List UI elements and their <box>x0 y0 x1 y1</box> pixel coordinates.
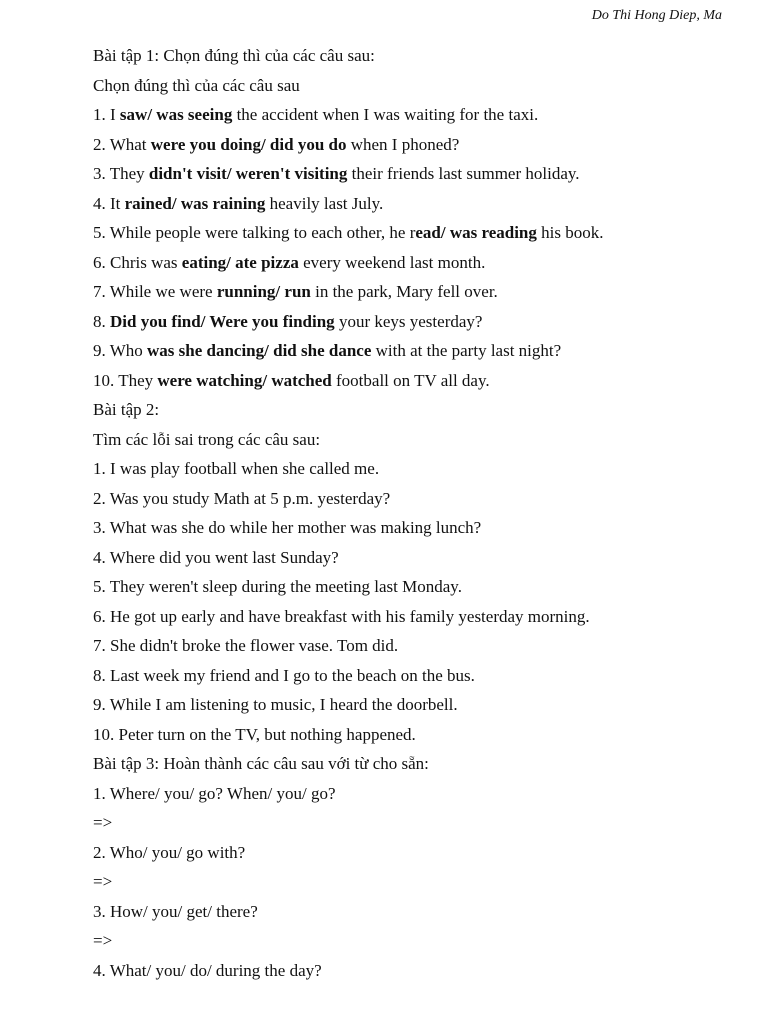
document-line <box>93 897 728 927</box>
document-line <box>93 808 728 838</box>
document-line <box>93 543 728 573</box>
line-text: 3. What was she do while her mother was making lunch? <box>93 518 482 537</box>
line-text: 4. What/ you/ do/ during the day? <box>93 960 322 980</box>
document-line <box>93 749 728 779</box>
bold-option-text: was she dancing/ did she dance <box>147 341 372 360</box>
bold-option-text: ead/ was reading <box>415 223 537 242</box>
line-text: when I phoned? <box>346 134 460 154</box>
line-text: Tìm các lỗi sai trong các câu sau: <box>93 429 321 449</box>
line-text: 10. Peter turn on the TV, but nothing happened. <box>93 724 416 744</box>
line-text: 4. Where did you went last Sunday? <box>93 547 339 567</box>
bold-option-text: eating/ ate pizza <box>181 252 299 272</box>
document-line <box>93 100 728 130</box>
bold-option-text: rained/ was raining <box>124 193 266 213</box>
document-line <box>93 248 728 278</box>
document-line <box>93 454 728 484</box>
line-text: 3. How/ you/ get/ there? <box>93 901 258 921</box>
line-text: 1. Where/ you/ go? When/ you/ go? <box>93 783 336 803</box>
line-text: Bài tập 3: Hoàn thành các câu sau với từ cho sẵn: <box>93 754 429 773</box>
line-text: Bài tập 1: Chọn đúng thì của các câu sau: <box>93 46 375 65</box>
document-line <box>93 572 728 602</box>
line-text: his book. <box>536 223 604 242</box>
line-text: => <box>93 872 113 891</box>
document-line <box>93 513 728 543</box>
document-line <box>93 690 728 720</box>
document-line <box>93 218 728 248</box>
header-author: Do Thi Hong Diep, Ma <box>591 8 722 23</box>
document-line <box>93 720 728 750</box>
bold-option-text: were you doing/ did you do <box>150 134 347 154</box>
document-line <box>93 366 728 396</box>
line-text: 1. I was play football when she called me. <box>93 459 380 478</box>
line-text: 2. Was you study Math at 5 p.m. yesterday? <box>93 488 391 508</box>
document-body <box>93 41 728 985</box>
document-line <box>93 425 728 455</box>
document-line <box>93 956 728 986</box>
bold-option-text: were watching/ watched <box>157 370 332 390</box>
line-text: with at the party last night? <box>371 341 562 360</box>
line-text: 5. They weren't sleep during the meeting last Monday. <box>93 577 462 596</box>
document-line <box>93 41 728 71</box>
bold-option-text: running/ run <box>216 282 311 301</box>
document-line <box>93 277 728 307</box>
document-line <box>93 130 728 160</box>
document-line <box>93 71 728 101</box>
document-line <box>93 395 728 425</box>
line-text: => <box>93 931 113 950</box>
line-text: 4. It <box>93 193 125 213</box>
document-line <box>93 484 728 514</box>
line-text: 6. He got up early and have breakfast with his family yesterday morning. <box>93 606 590 626</box>
line-text: => <box>93 813 113 832</box>
document-line <box>93 867 728 897</box>
document-line <box>93 307 728 337</box>
line-text: 7. She didn't broke the flower vase. Tom did. <box>93 636 399 655</box>
line-text: 10. They <box>93 370 158 390</box>
line-text: in the park, Mary fell over. <box>310 282 498 301</box>
bold-option-text: Did you find/ Were you finding <box>110 311 335 331</box>
line-text: 3. They <box>93 164 149 183</box>
document-line <box>93 838 728 868</box>
document-line <box>93 602 728 632</box>
bold-option-text: didn't visit/ weren't visiting <box>148 164 348 183</box>
line-text: 8. Last week my friend and I go to the beach on the bus. <box>93 665 475 685</box>
line-text: your keys yesterday? <box>334 311 483 331</box>
line-text: 9. Who <box>93 341 147 360</box>
line-text: 2. Who/ you/ go with? <box>93 842 246 862</box>
line-text: football on TV all day. <box>331 370 490 390</box>
line-text: 8. <box>93 311 110 331</box>
document-line <box>93 336 728 366</box>
bold-option-text: saw/ was seeing <box>119 105 233 124</box>
document-line <box>93 631 728 661</box>
line-text: Bài tập 2: <box>93 400 160 419</box>
line-text: Chọn đúng thì của các câu sau <box>93 75 300 95</box>
document-line <box>93 779 728 809</box>
line-text: 5. While people were talking to each other, he r <box>93 223 416 242</box>
line-text: 1. I <box>93 105 120 124</box>
line-text: their friends last summer holiday. <box>347 164 580 183</box>
line-text: 7. While we were <box>93 282 217 301</box>
line-text: 9. While I am listening to music, I heard the doorbell. <box>93 695 458 714</box>
line-text: 6. Chris was <box>93 252 182 272</box>
document-line <box>93 661 728 691</box>
line-text: the accident when I was waiting for the taxi. <box>232 105 539 124</box>
document-line <box>93 159 728 189</box>
document-line <box>93 189 728 219</box>
line-text: heavily last July. <box>265 193 384 213</box>
line-text: every weekend last month. <box>298 252 486 272</box>
document-line <box>93 926 728 956</box>
line-text: 2. What <box>93 134 151 154</box>
